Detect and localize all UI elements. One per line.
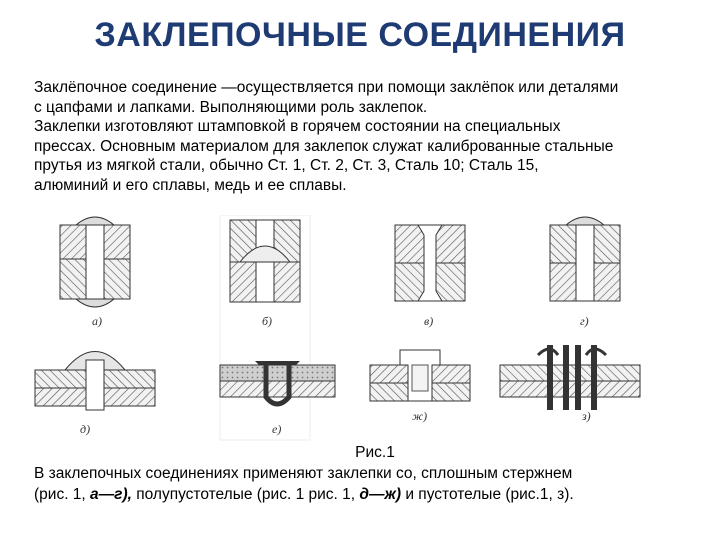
figure-label-c: в) <box>424 314 434 328</box>
rivet-diagram-f <box>220 361 335 436</box>
bottom-line: В заклепочных соединениях применяют заклепки со, сплошным стержнем <box>34 465 573 482</box>
figure-caption <box>0 444 720 462</box>
figure-label-d: г) <box>580 314 589 328</box>
rivet-diagram-h <box>500 345 640 423</box>
figure-label-g: ж) <box>412 409 428 423</box>
intro-line: Заклепки изготовляют штамповкой в горячем состоянии на специальных <box>34 118 561 135</box>
bottom-text-part: полупустотелые (рис. 1 рис. 1, <box>131 486 360 503</box>
bottom-text-part: и пустотелые (рис.1, з). <box>401 486 574 503</box>
intro-line: алюминий и его сплавы, медь и ее сплавы. <box>34 176 347 194</box>
figure-caption-text: Рис.1 <box>355 444 395 461</box>
rivet-diagram-e <box>35 352 155 437</box>
bottom-text-emphasis: д—ж) <box>359 486 402 503</box>
rivet-diagram-d <box>550 217 620 328</box>
rivet-diagram-a <box>60 217 130 328</box>
rivet-diagram-c <box>395 225 465 328</box>
figure-label-a: а) <box>92 314 102 328</box>
intro-line: с цапфами и лапками. Выполняющими роль заклепок. <box>34 98 428 116</box>
intro-text <box>34 78 714 195</box>
intro-line: прессах. Основным материалом для заклепок служат калиброванные стальные <box>34 137 614 155</box>
bottom-text <box>34 463 714 505</box>
figure-label-h: з) <box>582 409 591 423</box>
page-title: ЗАКЛЕПОЧНЫЕ СОЕДИНЕНИЯ <box>94 16 626 54</box>
rivet-figure <box>30 215 660 445</box>
rivet-diagram-b <box>220 215 310 440</box>
bottom-text-emphasis: а—г), <box>90 486 132 503</box>
bottom-text-part: (рис. 1, <box>34 486 91 503</box>
figure-label-e: д) <box>80 422 91 436</box>
rivet-diagram-g <box>370 350 470 423</box>
intro-line: Заклёпочное соединение —осуществляется при помощи заклёпок или деталями <box>34 79 619 96</box>
figure-label-b: б) <box>262 314 273 328</box>
intro-line: прутья из мягкой стали, обычно Ст. 1, Ст. 2, Ст. 3, Сталь 10; Сталь 15, <box>34 157 539 174</box>
bottom-line-2 <box>34 484 714 505</box>
figure-label-f: е) <box>272 422 282 436</box>
